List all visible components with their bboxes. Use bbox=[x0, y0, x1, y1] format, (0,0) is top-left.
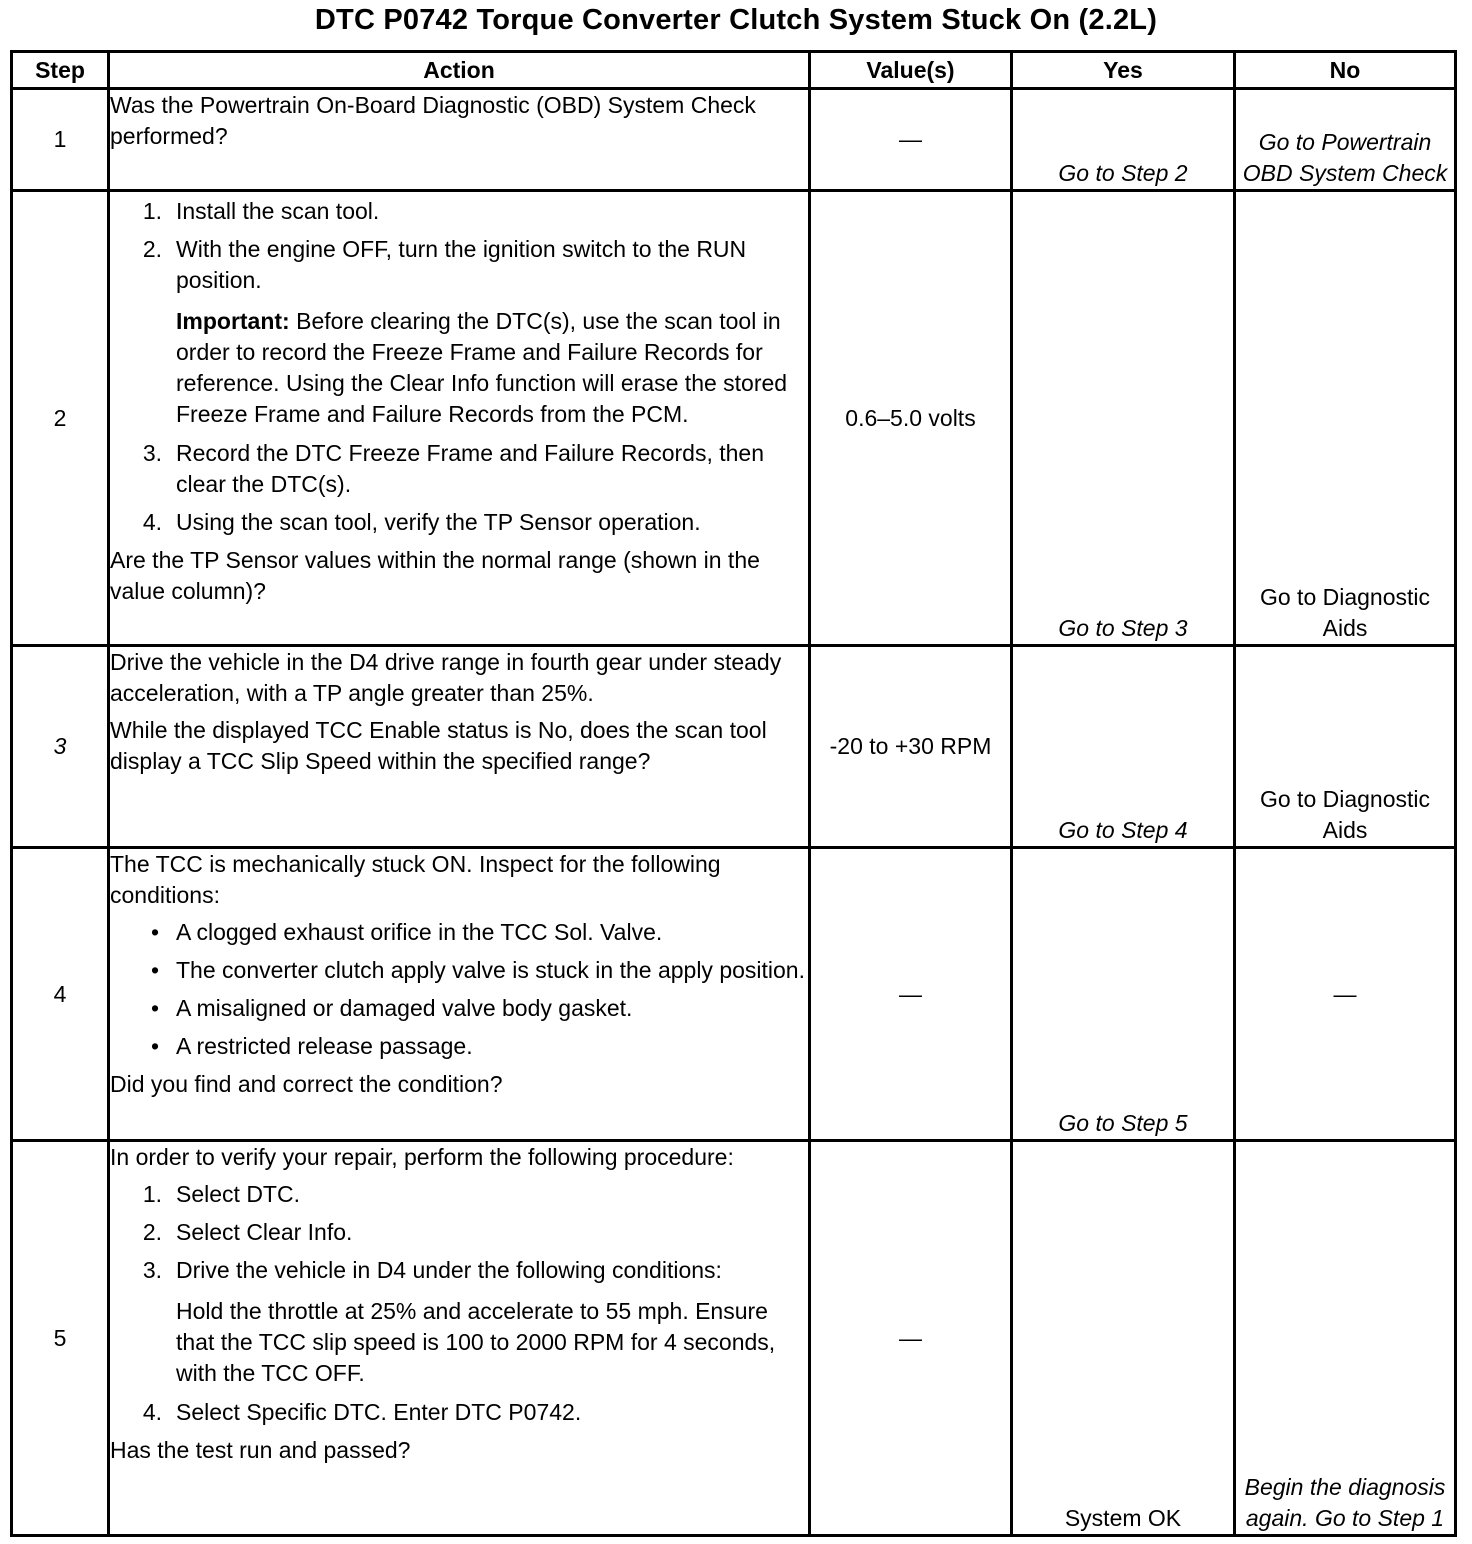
no-cell: Go to Diagnostic Aids bbox=[1235, 646, 1456, 848]
procedure-list bbox=[110, 1179, 808, 1286]
header-action: Action bbox=[109, 52, 810, 89]
header-step: Step bbox=[12, 52, 109, 89]
list-item: • A misaligned or damaged valve body gasket. bbox=[110, 993, 808, 1024]
list-item: 2. With the engine OFF, turn the ignition switch to the RUN position. bbox=[142, 236, 747, 293]
bullet-icon: • bbox=[150, 957, 160, 983]
yes-cell: Go to Step 2 bbox=[1012, 89, 1235, 191]
step-number: 1 bbox=[12, 89, 109, 191]
no-cell: Go to Diagnostic Aids bbox=[1235, 191, 1456, 646]
value-cell: 0.6–5.0 volts bbox=[810, 191, 1012, 646]
list-item: • The converter clutch apply valve is stuck in the apply position. bbox=[110, 955, 808, 986]
list-item: • A clogged exhaust orifice in the TCC Sol. Valve. bbox=[110, 917, 808, 948]
step-number: 3 bbox=[12, 646, 109, 848]
procedure-note: Hold the throttle at 25% and accelerate to 55 mph. Ensure that the TCC slip speed is 100 to 2000 RPM for 4 seconds, with the TCC OFF. bbox=[176, 1298, 776, 1386]
action-cell bbox=[109, 848, 810, 1141]
important-text: Before clearing the DTC(s), use the scan tool in order to record the Freeze Frame and Failure Records for reference. Using the Clear Info function will erase the stored Freeze Frame and Failure Records from the PCM. bbox=[176, 308, 788, 427]
action-question: Did you find and correct the condition? bbox=[110, 1071, 503, 1097]
procedure-list bbox=[110, 438, 808, 538]
table-row bbox=[12, 1141, 1456, 1536]
yes-cell: System OK bbox=[1012, 1141, 1235, 1536]
step-number: 4 bbox=[12, 848, 109, 1141]
action-text: Drive the vehicle in the D4 drive range in fourth gear under steady acceleration, with a TP angle greater than 25%. bbox=[110, 649, 782, 706]
table-row bbox=[12, 191, 1456, 646]
procedure-list bbox=[110, 196, 808, 296]
table-row bbox=[12, 646, 1456, 848]
action-cell bbox=[109, 191, 810, 646]
value-cell: -20 to +30 RPM bbox=[810, 646, 1012, 848]
diagnostic-table bbox=[10, 50, 1457, 1537]
step-number: 2 bbox=[12, 191, 109, 646]
table-header-row bbox=[12, 52, 1456, 89]
action-text: Was the Powertrain On-Board Diagnostic (OBD) System Check performed? bbox=[110, 92, 756, 149]
step-number: 5 bbox=[12, 1141, 109, 1536]
action-question: Are the TP Sensor values within the normal range (shown in the value column)? bbox=[110, 547, 760, 604]
action-cell bbox=[109, 1141, 810, 1536]
bullet-icon: • bbox=[150, 995, 160, 1021]
action-question: Has the test run and passed? bbox=[110, 1437, 411, 1463]
list-item: 3. Drive the vehicle in D4 under the following conditions: bbox=[142, 1257, 722, 1283]
list-item: 4. Select Specific DTC. Enter DTC P0742. bbox=[142, 1399, 582, 1425]
no-cell: — bbox=[1235, 848, 1456, 1141]
header-no: No bbox=[1235, 52, 1456, 89]
action-cell bbox=[109, 89, 810, 191]
yes-cell: Go to Step 5 bbox=[1012, 848, 1235, 1141]
no-cell: Begin the diagnosis again. Go to Step 1 bbox=[1235, 1141, 1456, 1536]
table-row bbox=[12, 89, 1456, 191]
list-item: 1. Select DTC. bbox=[142, 1181, 300, 1207]
value-cell: — bbox=[810, 848, 1012, 1141]
important-note bbox=[110, 306, 808, 430]
list-item: 2. Select Clear Info. bbox=[142, 1219, 353, 1245]
yes-cell: Go to Step 3 bbox=[1012, 191, 1235, 646]
bullet-icon: • bbox=[150, 919, 160, 945]
table-row bbox=[12, 848, 1456, 1141]
list-item: 1. Install the scan tool. bbox=[142, 198, 380, 224]
header-values: Value(s) bbox=[810, 52, 1012, 89]
page-title: DTC P0742 Torque Converter Clutch System Stuck On (2.2L) bbox=[314, 4, 1158, 36]
value-cell: — bbox=[810, 1141, 1012, 1536]
action-text: The TCC is mechanically stuck ON. Inspect for the following conditions: bbox=[110, 851, 721, 908]
header-yes: Yes bbox=[1012, 52, 1235, 89]
no-cell: Go to Powertrain OBD System Check bbox=[1235, 89, 1456, 191]
list-item: 3. Record the DTC Freeze Frame and Failure Records, then clear the DTC(s). bbox=[142, 440, 765, 497]
action-text: In order to verify your repair, perform the following procedure: bbox=[110, 1144, 734, 1170]
list-item: 4. Using the scan tool, verify the TP Sensor operation. bbox=[142, 509, 701, 535]
action-cell bbox=[109, 646, 810, 848]
important-label: Important: bbox=[176, 308, 290, 334]
action-question: While the displayed TCC Enable status is No, does the scan tool display a TCC Slip Speed within the specified range? bbox=[110, 717, 767, 774]
value-cell: — bbox=[810, 89, 1012, 191]
list-item: • A restricted release passage. bbox=[110, 1031, 808, 1062]
conditions-list bbox=[110, 917, 808, 1062]
bullet-icon: • bbox=[150, 1033, 160, 1059]
procedure-list bbox=[110, 1397, 808, 1428]
yes-cell: Go to Step 4 bbox=[1012, 646, 1235, 848]
